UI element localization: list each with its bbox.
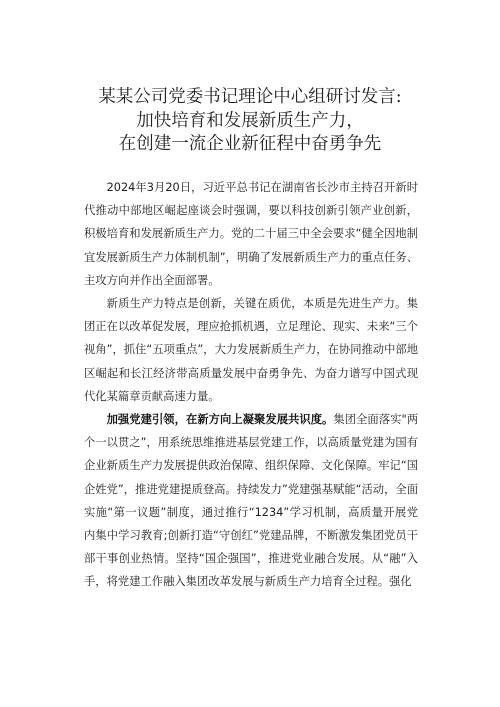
paragraph-2 (84, 292, 418, 408)
title-line-2: 加快培育和发展新质生产力， (136, 110, 364, 131)
title-line-3: 在创建一流企业新征程中奋勇争先 (118, 134, 382, 154)
document-body (84, 176, 418, 594)
paragraph-3-text: 集团全面落实"两个一以贯之”，用系统思维推进基层党建工作，以高质量党建为国有企业新质生产力发展提供政治保障、组织保障、文化保障。牢记“国企姓党”，推进党建提质登高。持续发力”党建强基赋能“活动，全面实施“第一议题”制度，通过推行“1234”学习机制，高质量开展党内集中学习教育;创新打造“守创红”党建品牌，不断激发集团党员干部干事创业热情。坚持“国企强国”，推进党业融合发展。从“融”入手，将党建工作融入集团改革发展与新质生产力培育全过程。强化 (84, 413, 418, 589)
paragraph-2-text: 新质生产力特点是创新，关键在质优，本质是先进生产力。集团正在以改革促发展，理应抢抓机遇，立足理论、现实、未来“三个视角”，抓住“五项重点”，大力发展新质生产力，在协同推动中部地区崛起和长江经济带高质量发展中奋勇争先、为奋力谱写中国式现代化某篇章贡献高速力量。 (84, 297, 418, 403)
paragraph-3 (84, 408, 418, 594)
paragraph-1 (84, 176, 418, 292)
paragraph-3-lead: 加强党建引领，在新方向上凝聚发展共识度。 (106, 413, 334, 427)
document-title (0, 86, 500, 157)
paragraph-1-text: 2024年3月20日，习近平总书记在湖南省长沙市主持召开新时代推动中部地区崛起座谈会时强调，要以科技创新引领产业创新，积极培育和发展新质生产力。党的二十届三中全会要求“健全因地制宜发展新质生产力体制机制”，明确了发展新质生产力的重点任务、主攻方向并作出全面部署。 (84, 181, 418, 287)
title-line-1: 某某公司党委书记理论中心组研讨发言: (98, 87, 402, 107)
